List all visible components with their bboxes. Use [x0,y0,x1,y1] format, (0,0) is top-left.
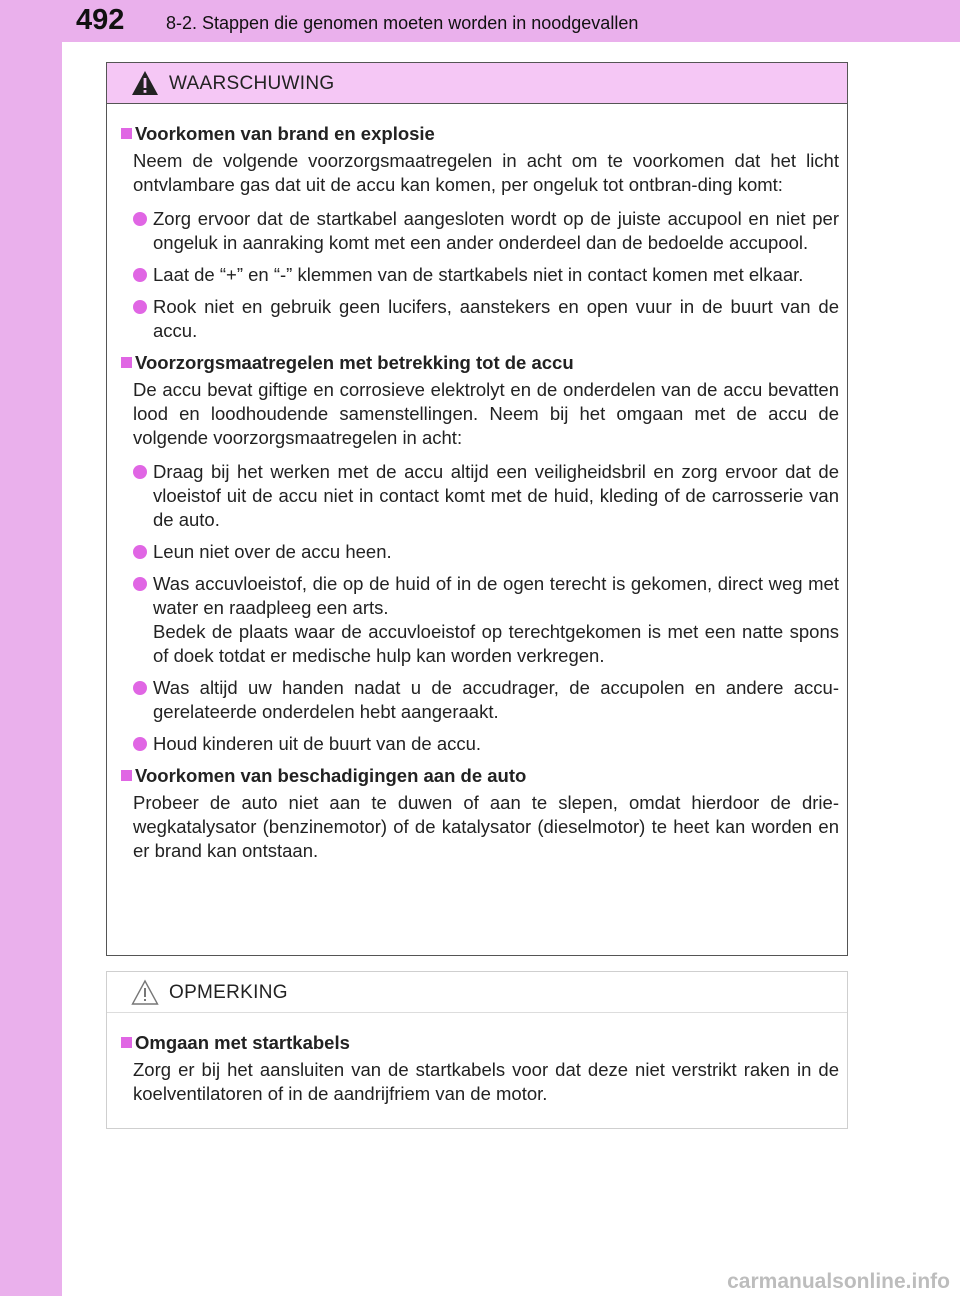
notice-header [107,972,847,1013]
watermark: carmanualsonline.info [727,1270,950,1293]
bullet-item [121,572,839,668]
section-text-damage: Probeer de auto niet aan te duwen of aan te slepen, omdat hierdoor de drie-wegkatalysator (benzinemotor) of de katalysator (dieselmotor) te heet kan worden en er brand kan ontstaan. [133,792,839,861]
side-color-band [0,0,62,1296]
warning-box [106,62,848,956]
bullet-item: Laat de “+” en “-” klemmen van de startkabels niet in contact komen met elkaar. [121,263,839,287]
notice-heading: Omgaan met startkabels [121,1031,839,1055]
section-heading-damage: Voorkomen van beschadigingen aan de auto [121,764,839,788]
notice-title: OPMERKING [169,982,288,1003]
notice-body [107,1013,847,1106]
notice-text: Zorg er bij het aansluiten van de startkabels voor dat deze niet verstrikt raken in de koelventilatoren of in de aandrijfriem van de motor. [133,1059,839,1104]
section-text-fire: Neem de volgende voorzorgsmaatregelen in acht om te voorkomen dat het licht ontvlambare gas dat uit de accu kan komen, per ongeluk tot ontbran-ding komt: [133,150,839,195]
bullet-item: Leun niet over de accu heen. [121,540,839,564]
warning-title: WAARSCHUWING [169,73,335,94]
bullet-item: Houd kinderen uit de buurt van de accu. [121,732,839,756]
bullet-item: Was altijd uw handen nadat u de accudrager, de accupolen en andere accu-gerelateerde onderdelen hebt aangeraakt. [121,676,839,724]
caution-triangle-icon [131,978,159,1006]
bullet-item: Zorg ervoor dat de startkabel aangesloten wordt op de juiste accupool en niet per ongeluk in aanraking komt met een ander onderdeel dan de bedoelde accupool. [121,207,839,255]
section-text-battery: De accu bevat giftige en corrosieve elektrolyt en de onderdelen van de accu bevatten lood en loodhoudende samenstellingen. Neem bij het omgaan met de accu de volgende voorzorgsmaatregelen in acht: [133,379,839,448]
bullet-item: Draag bij het werken met de accu altijd een veiligheidsbril en zorg ervoor dat de vloeistof uit de accu niet in contact komt met de huid, kleding of de carrosserie van de auto. [121,460,839,532]
bullet-extra-text: Bedek de plaats waar de accuvloeistof op terechtgekomen is met een natte spons of doek totdat er medische hulp kan worden verkregen. [153,621,839,666]
notice-box [106,971,848,1129]
page-number: 492 [76,4,125,36]
section-title: 8-2. Stappen die genomen moeten worden in noodgevallen [166,13,639,33]
warning-header [107,63,847,104]
bullet-text: Was accuvloeistof, die op de huid of in de ogen terecht is gekomen, direct weg met water en raadpleeg een arts. [153,573,839,618]
warning-body [107,104,847,863]
section-heading-fire: Voorkomen van brand en explosie [121,122,839,146]
bullet-item: Rook niet en gebruik geen lucifers, aanstekers en open vuur in de buurt van de accu. [121,295,839,343]
section-heading-battery: Voorzorgsmaatregelen met betrekking tot de accu [121,351,839,375]
warning-triangle-icon [131,69,159,97]
